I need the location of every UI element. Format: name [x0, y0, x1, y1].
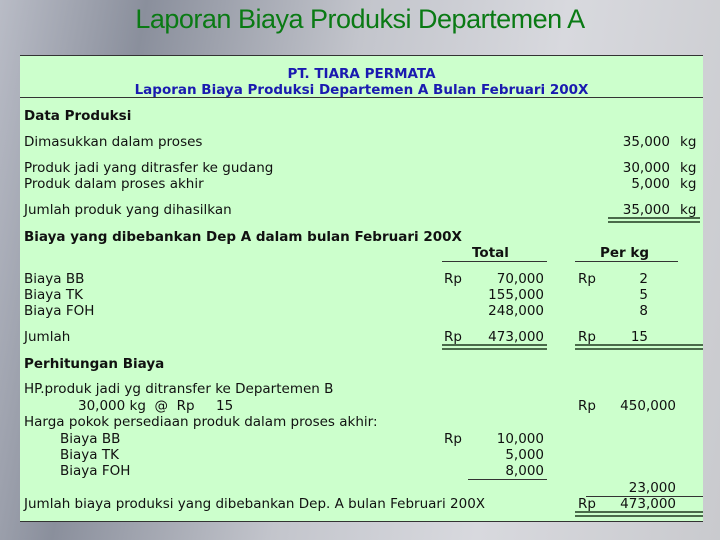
currency: Rp: [578, 398, 596, 414]
double-underline: [575, 348, 703, 350]
wip-row-label: Biaya TK: [60, 447, 119, 463]
report-subtitle: Laporan Biaya Produksi Departemen A Bulan Februari 200X: [134, 82, 589, 98]
double-underline: [575, 344, 703, 346]
row-value: 35,000: [622, 134, 670, 150]
biaya-label: Biaya BB: [24, 271, 85, 287]
biaya-total: 248,000: [488, 303, 544, 319]
biaya-total: 70,000: [496, 271, 544, 287]
row-value: 5,000: [631, 176, 670, 192]
report-panel: [20, 55, 703, 522]
wip-row-value: 5,000: [505, 447, 544, 463]
double-underline: [442, 348, 547, 350]
wip-row-value: 10,000: [496, 431, 544, 447]
biaya-perkg: 15: [630, 329, 648, 345]
row-unit: kg: [680, 134, 697, 150]
row-unit: kg: [680, 202, 697, 218]
wip-row-label: Biaya FOH: [60, 463, 131, 479]
wip-row-label: Biaya BB: [60, 431, 121, 447]
row-label: Produk jadi yang ditrasfer ke gudang: [24, 160, 274, 176]
hp-value: 450,000: [620, 398, 676, 414]
row-unit: kg: [680, 160, 697, 176]
currency: Rp: [578, 329, 596, 345]
grand-label: Jumlah biaya produksi yang dibebankan Dep. A bulan Februari 200X: [24, 496, 486, 512]
biaya-label: Biaya TK: [24, 287, 83, 303]
currency: Rp: [444, 271, 462, 287]
double-underline: [575, 511, 703, 513]
section-data-produksi: Data Produksi: [24, 108, 132, 124]
row-label: Produk dalam proses akhir: [24, 176, 204, 192]
currency: Rp: [578, 271, 596, 287]
row-value: 30,000: [622, 160, 670, 176]
company-name: PT. TIARA PERMATA: [287, 66, 436, 82]
col-total: Total: [472, 245, 509, 261]
biaya-total: 473,000: [488, 329, 544, 345]
biaya-label: Biaya FOH: [24, 303, 95, 319]
header-underline: [575, 261, 678, 262]
row-unit: kg: [680, 176, 697, 192]
row-label: Jumlah produk yang dihasilkan: [24, 202, 232, 218]
biaya-label: Jumlah: [24, 329, 71, 345]
biaya-perkg: 5: [639, 287, 648, 303]
subtotal-line: [468, 479, 547, 480]
wip-total: 23,000: [628, 480, 676, 496]
grand-value: 473,000: [620, 496, 676, 512]
hp-label: HP.produk jadi yg ditransfer ke Departemen B: [24, 381, 334, 397]
currency: Rp: [578, 496, 596, 512]
currency: Rp: [444, 431, 462, 447]
currency: Rp: [444, 329, 462, 345]
biaya-perkg: 8: [639, 303, 648, 319]
slide-title: Laporan Biaya Produksi Departemen A: [135, 4, 585, 34]
biaya-total: 155,000: [488, 287, 544, 303]
row-label: Dimasukkan dalam proses: [24, 134, 203, 150]
hp-calc: 30,000 kg @ Rp 15: [78, 398, 234, 414]
section-biaya: Biaya yang dibebankan Dep A dalam bulan Februari 200X: [24, 229, 462, 245]
double-underline: [608, 217, 700, 219]
divider: [20, 97, 703, 98]
wip-label: Harga pokok persediaan produk dalam proses akhir:: [24, 414, 378, 430]
double-underline: [608, 221, 700, 223]
row-value: 35,000: [622, 202, 670, 218]
header-underline: [442, 261, 547, 262]
double-underline: [442, 344, 547, 346]
wip-row-value: 8,000: [505, 463, 544, 479]
biaya-perkg: 2: [639, 271, 648, 287]
section-perhitungan: Perhitungan Biaya: [24, 356, 165, 372]
double-underline: [575, 515, 703, 517]
col-perkg: Per kg: [600, 245, 650, 261]
